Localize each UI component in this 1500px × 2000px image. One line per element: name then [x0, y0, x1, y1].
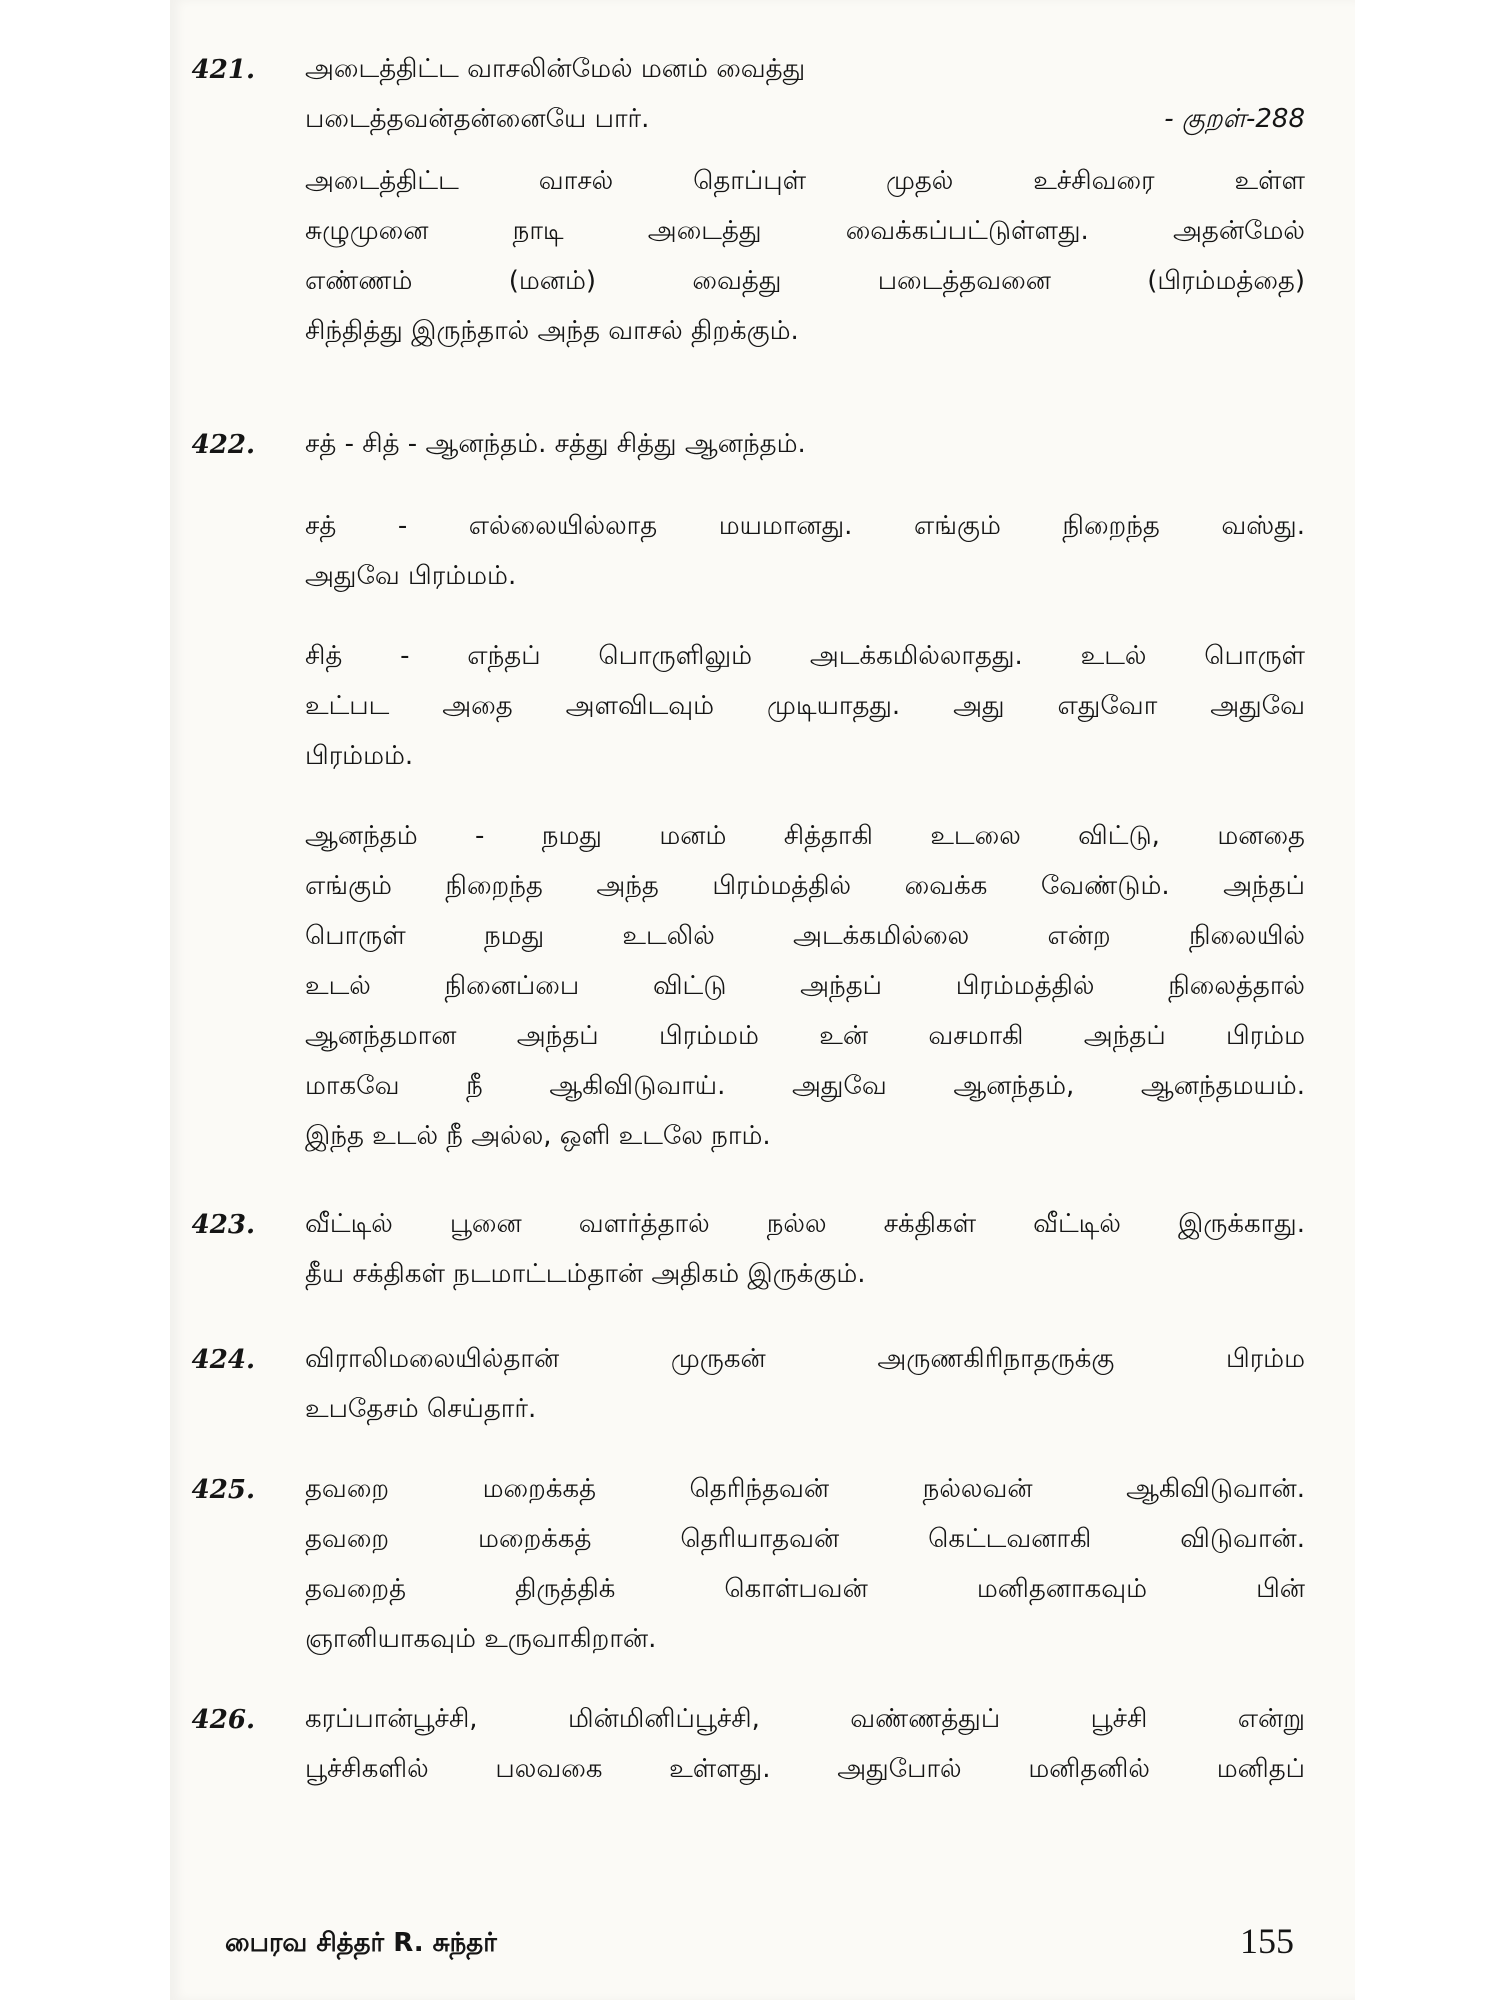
entry-number: 426.	[191, 1705, 255, 1735]
commentary-line: சிந்தித்து இருந்தால் அந்த வாசல் திறக்கும்.	[305, 316, 799, 346]
entry-line: விராலிமலையில்தான் முருகன் அருணகிரிநாதருக்கு பிரம்ம	[305, 1344, 1305, 1374]
entry-number: 423.	[191, 1210, 255, 1240]
paragraph-line: இந்த உடல் நீ அல்ல, ஒளி உடலே நாம்.	[305, 1121, 771, 1151]
entry-line: சத் - சித் - ஆனந்தம். சத்து சித்து ஆனந்தம்.	[305, 429, 806, 459]
entry-number: 422.	[191, 430, 255, 460]
entry-line: தீய சக்திகள் நடமாட்டம்தான் அதிகம் இருக்கும்.	[305, 1259, 866, 1289]
paragraph-line: பிரம்மம்.	[305, 741, 414, 771]
entry-line: ஞானியாகவும் உருவாகிறான்.	[305, 1624, 657, 1654]
entry-number: 424.	[191, 1345, 255, 1375]
footer-author: பைரவ சித்தர் R. சுந்தர்	[225, 1928, 497, 1958]
paragraph-line: ஆனந்தமான அந்தப் பிரம்மம் உன் வசமாகி அந்தப் பிரம்ம	[305, 1021, 1305, 1051]
commentary-line: எண்ணம் (மனம்) வைத்து படைத்தவனை (பிரம்மத்தை)	[305, 266, 1305, 296]
entry-line: தவறை மறைக்கத் தெரியாதவன் கெட்டவனாகி விடுவான்.	[305, 1524, 1305, 1554]
paragraph-line: மாகவே நீ ஆகிவிடுவாய். அதுவே ஆனந்தம், ஆனந்தமயம்.	[305, 1071, 1305, 1101]
paragraph-line: சத் - எல்லையில்லாத மயமானது. எங்கும் நிறைந்த வஸ்து.	[305, 511, 1305, 541]
entry-number: 425.	[191, 1475, 255, 1505]
entry-line: கரப்பான்பூச்சி, மின்மினிப்பூச்சி, வண்ணத்துப் பூச்சி என்று	[305, 1704, 1305, 1734]
paragraph-line: சித் - எந்தப் பொருளிலும் அடக்கமில்லாதது. உடல் பொருள்	[305, 641, 1305, 671]
verse-line: அடைத்திட்ட வாசலின்மேல் மனம் வைத்து	[305, 54, 806, 84]
entry-line: தவறைத் திருத்திக் கொள்பவன் மனிதனாகவும் பின்	[305, 1574, 1305, 1604]
commentary-line: சுழுமுனை நாடி அடைத்து வைக்கப்பட்டுள்ளது. அதன்மேல்	[305, 216, 1305, 246]
paragraph-line: ஆனந்தம் - நமது மனம் சித்தாகி உடலை விட்டு, மனதை	[305, 821, 1305, 851]
entry-line: வீட்டில் பூனை வளர்த்தால் நல்ல சக்திகள் வீட்டில் இருக்காது.	[305, 1209, 1305, 1239]
commentary-line: அடைத்திட்ட வாசல் தொப்புள் முதல் உச்சிவரை உள்ள	[305, 166, 1305, 196]
paragraph-line: அதுவே பிரம்மம்.	[305, 561, 517, 591]
entry-line: உபதேசம் செய்தார்.	[305, 1394, 537, 1424]
paragraph-line: உடல் நினைப்பை விட்டு அந்தப் பிரம்மத்தில் நிலைத்தால்	[305, 971, 1305, 1001]
verse-line: படைத்தவன்தன்னையே பார்.	[305, 104, 650, 134]
entry-line: பூச்சிகளில் பலவகை உள்ளது. அதுபோல் மனிதனில் மனிதப்	[305, 1754, 1305, 1784]
entry-line: தவறை மறைக்கத் தெரிந்தவன் நல்லவன் ஆகிவிடுவான்.	[305, 1474, 1305, 1504]
entry-number: 421.	[191, 55, 255, 85]
page-number: 155	[1240, 1921, 1294, 1961]
kural-reference: - குறள்-288	[1164, 104, 1305, 134]
paragraph-line: உட்பட அதை அளவிடவும் முடியாதது. அது எதுவோ அதுவே	[305, 691, 1305, 721]
paragraph-line: எங்கும் நிறைந்த அந்த பிரம்மத்தில் வைக்க வேண்டும். அந்தப்	[305, 871, 1305, 901]
paragraph-line: பொருள் நமது உடலில் அடக்கமில்லை என்ற நிலையில்	[305, 921, 1305, 951]
